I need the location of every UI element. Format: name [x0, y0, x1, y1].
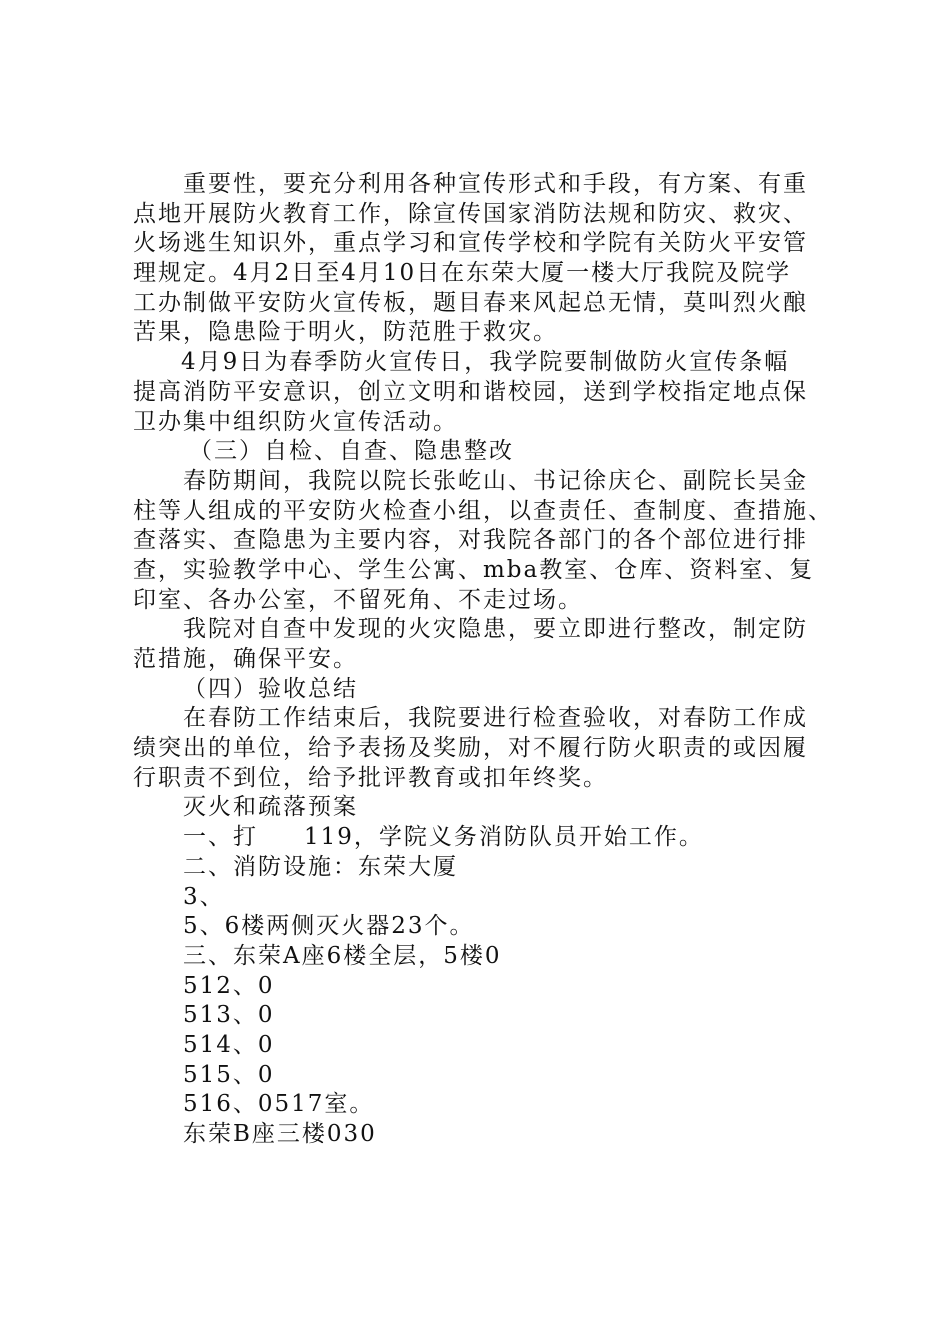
- paragraph-line: 绩突出的单位，给予表扬及奖励，对不履行防火职责的或因履: [133, 735, 808, 762]
- paragraph-line: 卫办集中组织防火宣传活动。: [133, 408, 458, 435]
- call-prefix: 一、打: [183, 824, 258, 851]
- paragraph-line: 火场逃生知识外，重点学习和宣传学校和学院有关防火平安管: [133, 230, 808, 257]
- paragraph-line: 苦果，隐患险于明火，防范胜于救灾。: [133, 319, 558, 346]
- paragraph-line: 我院对自查中发现的火灾隐患，要立即进行整改，制定防: [183, 616, 808, 643]
- section-heading: 灭火和疏落预案: [183, 794, 358, 821]
- paragraph-line: 范措施，确保平安。: [133, 646, 358, 672]
- list-item: 3、: [183, 883, 225, 910]
- section-heading: （四）验收总结: [183, 675, 358, 702]
- paragraph-line: 查落实、查隐患为主要内容，对我院各部门的各个部位进行排: [133, 527, 808, 554]
- list-item: 东荣B座三楼030: [183, 1121, 377, 1147]
- list-item: 三、东荣A座6楼全层，5楼0: [183, 942, 502, 969]
- paragraph-line: 在春防工作结束后，我院要进行检查验收，对春防工作成: [183, 705, 808, 732]
- list-item: 516、0517室。: [183, 1091, 375, 1118]
- call-text: 119，学院义务消防队员开始工作。: [304, 824, 704, 851]
- list-item: 512、0: [183, 972, 275, 999]
- list-item: 5、6楼两侧灭火器23个。: [183, 913, 475, 940]
- paragraph-line: 印室、各办公室，不留死角、不走过场。: [133, 586, 583, 613]
- list-item: [133, 823, 833, 853]
- list-item: 二、消防设施：东荣大厦: [183, 853, 458, 880]
- paragraph-line: 提高消防平安意识，创立文明和谐校园，送到学校指定地点保: [133, 378, 808, 405]
- paragraph-line: 理规定。4月2日至4月10日在东荣大厦一楼大厅我院及院学: [133, 260, 792, 287]
- section-heading: （三）自检、自查、隐患整改: [189, 438, 514, 465]
- paragraph-line: 柱等人组成的平安防火检查小组，以查责任、查制度、查措施、: [133, 497, 833, 524]
- list-item: 513、0: [183, 1002, 275, 1029]
- paragraph-line: 春防期间，我院以院长张屹山、书记徐庆仑、副院长吴金: [183, 467, 808, 494]
- list-item: 515、0: [183, 1061, 275, 1088]
- paragraph-line: 查，实验教学中心、学生公寓、mba教室、仓库、资料室、复: [133, 556, 815, 583]
- paragraph-line: 4月9日为春季防火宣传日，我学院要制做防火宣传条幅: [181, 349, 790, 376]
- document-body: [133, 170, 833, 1150]
- paragraph-line: 行职责不到位，给予批评教育或扣年终奖。: [133, 764, 608, 791]
- paragraph-line: 点地开展防火教育工作，除宣传国家消防法规和防灾、救灾、: [133, 200, 808, 227]
- list-item: 514、0: [183, 1031, 275, 1058]
- paragraph-line: 工办制做平安防火宣传板，题目春来风起总无情，莫叫烈火酿: [133, 289, 808, 316]
- paragraph-line: 重要性，要充分利用各种宣传形式和手段，有方案、有重: [183, 171, 808, 197]
